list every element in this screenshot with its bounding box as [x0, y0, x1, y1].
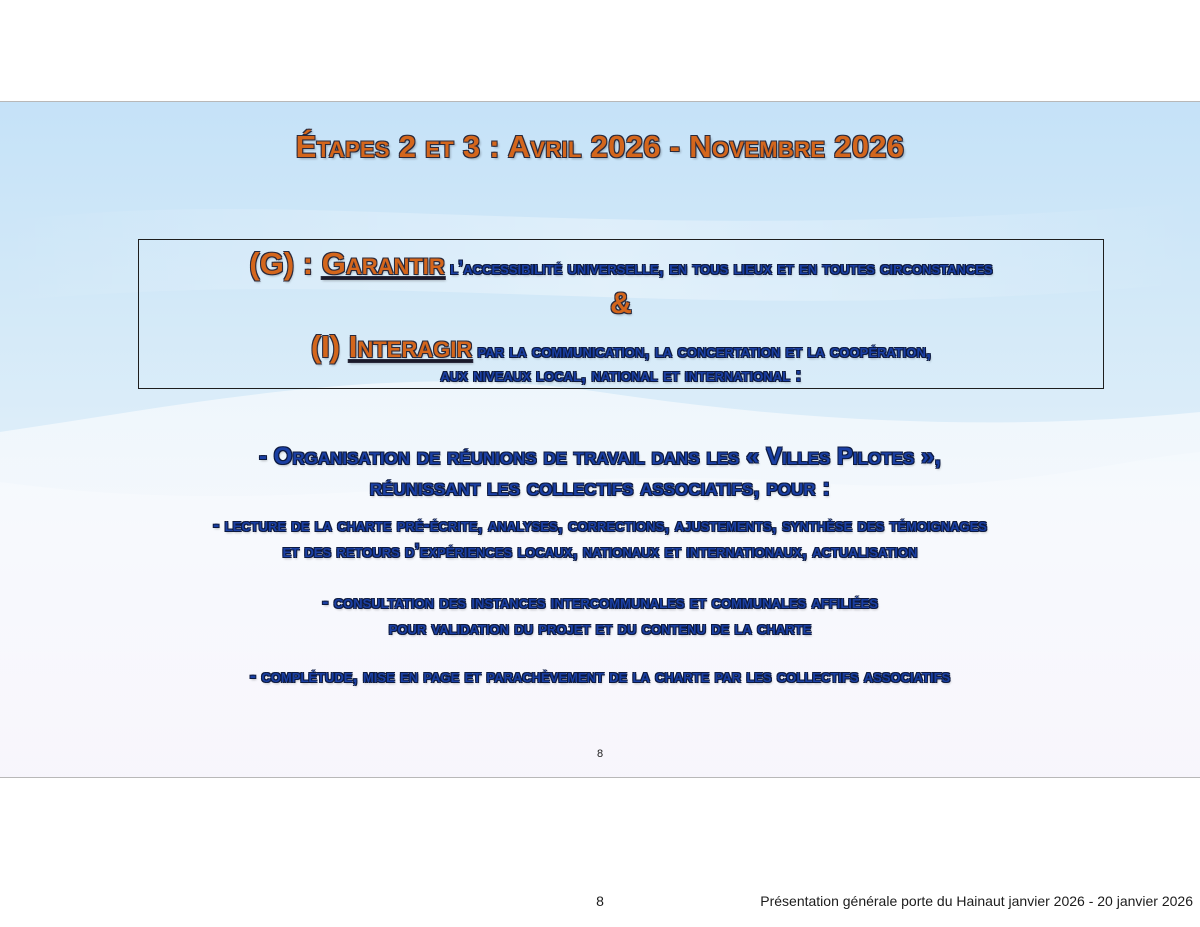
- interact-prefix: (I): [310, 329, 349, 364]
- slide-number: 8: [596, 748, 604, 760]
- guarantee-line: [139, 246, 1103, 282]
- guarantee-word: Garantir: [321, 246, 445, 281]
- interact-text: par la communication, la concertation et la coopération,: [472, 341, 932, 362]
- item-reading-line-2: et des retours d’expériences locaux, nationaux et internationaux, actualisation: [282, 541, 918, 562]
- guarantee-text: l’accessibilité universelle, en tous lieux et en toutes circonstances: [444, 258, 993, 279]
- organisation-line-2: réunissant les collectifs associatifs, pour :: [369, 474, 831, 501]
- item-reading-line-1: - lecture de la charte pré-écrite, analyses, corrections, ajustements, synthèse des témoignages: [213, 515, 987, 536]
- item-consultation-line-1: - consultation des instances intercommunales et communales affiliées: [322, 592, 878, 613]
- interact-line: [139, 329, 1103, 365]
- interact-word: Interagir: [348, 329, 473, 364]
- objectives-box: [138, 239, 1104, 389]
- slide: [0, 101, 1200, 778]
- item-completion-line: - complétude, mise en page et parachèvement de la charte par les collectifs associatifs: [249, 666, 951, 687]
- footer-page-number: 8: [596, 893, 604, 909]
- item-consultation-line-2: pour validation du projet et du contenu de la charte: [388, 618, 812, 639]
- ampersand: &: [610, 287, 632, 320]
- slide-title: Étapes 2 et 3 : Avril 2026 - Novembre 2026: [295, 129, 905, 164]
- interact-line-2: aux niveaux local, national et international :: [440, 365, 802, 386]
- guarantee-prefix: (G) :: [249, 246, 322, 281]
- footer-text: Présentation générale porte du Hainaut janvier 2026 - 20 janvier 2026: [760, 893, 1193, 909]
- organisation-line-1: - Organisation de réunions de travail dans les « Villes Pilotes »,: [258, 443, 942, 470]
